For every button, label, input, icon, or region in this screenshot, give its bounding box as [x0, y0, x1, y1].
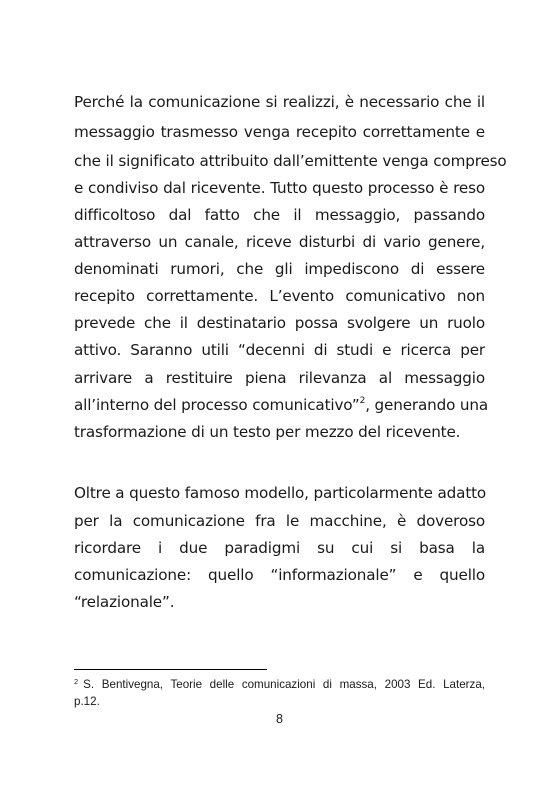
text-line: prevede che il destinatario possa svolgere un ruolo [74, 314, 485, 332]
text-line: arrivare a restituire piena rilevanza al messaggio [74, 369, 485, 387]
text-line: Perché la comunicazione si realizzi, è necessario che il [74, 93, 485, 111]
footnote-line: p.12. [74, 695, 100, 708]
text-segment: , generando una [365, 396, 489, 414]
footnote-reference: 2 [359, 395, 366, 406]
text-line: recepito correttamente. L’evento comunicativo non [74, 287, 485, 305]
text-line: trasformazione di un testo per mezzo del ricevente. [74, 423, 461, 441]
text-line: difficoltoso dal fatto che il messaggio, passando [74, 206, 485, 224]
text-line: per la comunicazione fra le macchine, è doveroso [74, 512, 485, 530]
footnote-text: S. Bentivegna, Teorie delle comunicazioni di massa, 2003 Ed. Laterza, [83, 678, 485, 691]
text-line: attraverso un canale, riceve disturbi di vario genere, [74, 233, 485, 251]
page-number: 8 [276, 712, 283, 726]
text-line: messaggio trasmesso venga recepito correttamente e [74, 123, 485, 141]
text-line: comunicazione: quello “informazionale” e quello [74, 566, 485, 584]
text-line: Oltre a questo famoso modello, particolarmente adatto [74, 484, 487, 502]
footnote-divider [74, 669, 267, 670]
text-line: denominati rumori, che gli impediscono di essere [74, 260, 485, 278]
text-line: che il significato attribuito dall’emittente venga compreso [74, 152, 507, 170]
text-segment: all’interno del processo comunicativo” [74, 396, 360, 414]
footnote-marker: 2 [74, 677, 79, 686]
text-line: e condiviso dal ricevente. Tutto questo processo è reso [74, 179, 485, 197]
footnote-line [74, 677, 485, 694]
text-line: “relazionale”. [74, 593, 175, 611]
text-line-with-footnote-ref [74, 395, 489, 415]
text-line: ricordare i due paradigmi su cui si basa la [74, 539, 485, 557]
text-line: attivo. Saranno utili “decenni di studi e ricerca per [74, 341, 485, 359]
